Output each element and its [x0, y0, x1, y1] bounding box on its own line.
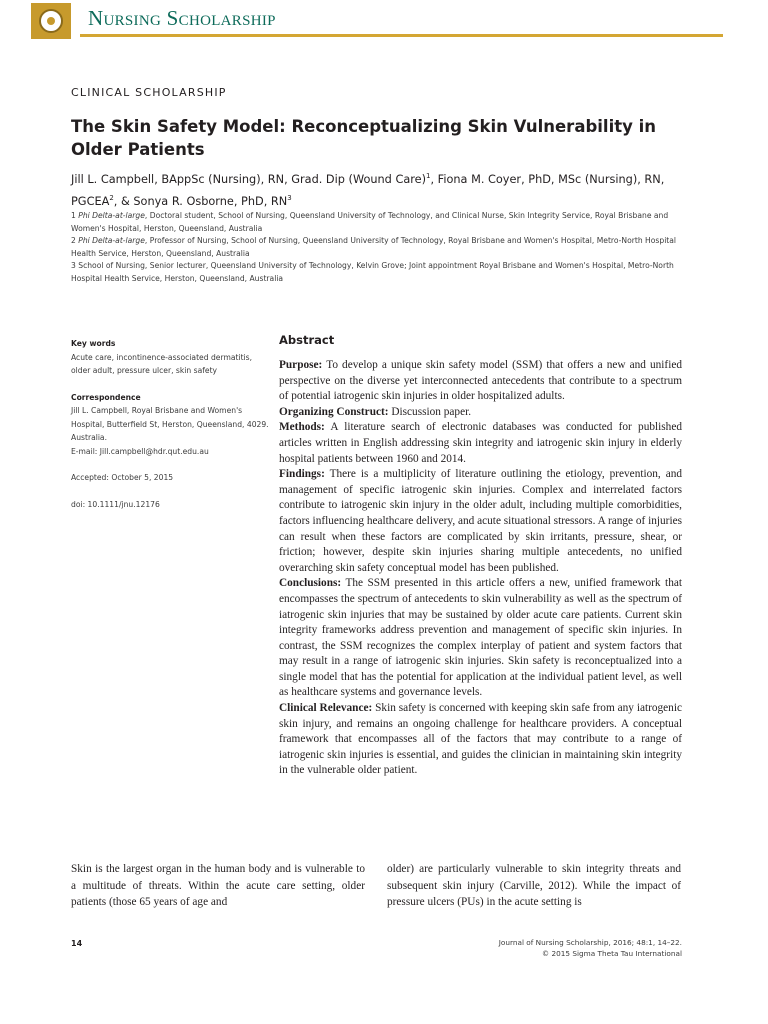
keywords-text: Acute care, incontinence-associated dermatitis, older adult, pressure ulcer, skin safety	[71, 352, 253, 375]
footer-citation-block	[499, 937, 682, 959]
body-column-left: Skin is the largest organ in the human body and is vulnerable to a multitude of threats. Within the acute care setting, older patients (those 65 years of age and	[71, 863, 365, 908]
abstract-body	[279, 358, 682, 779]
affiliation-text: , Doctoral student, School of Nursing, Queensland University of Technology, and Clinical Nurse, Skin Integrity Service, Royal Brisbane and Women's Hospital, Herston, Queensland, Australia	[71, 211, 669, 233]
purpose-label: Purpose:	[279, 359, 323, 371]
correspondence-address: Jill L. Campbell, Royal Brisbane and Women's Hospital, Butterfield St, Herston, Queensland, 4029. Australia.	[71, 406, 269, 442]
accepted-date: Accepted: October 5, 2015	[71, 473, 174, 482]
purpose-text: To develop a unique skin safety model (SSM) that offers a new and unified perspective on the diverse yet interconnected antecedents that contribute to a spectrum of potential iatrogenic skin injuries in older hospitalized adults.	[279, 359, 682, 403]
conclusions-text: The SSM presented in this article offers a new, unified framework that encompasses the spectrum of antecedents to skin vulnerability as well as the spectrum of iatrogenic skin injuries that may be sustained by older acute care patients. Current skin integrity frameworks address prevention and management of specific skin injuries. In contrast, the SSM recognizes the complex interplay of patient and system factors that may result in a range of iatrogenic skin injuries. Skin safety is reconceptualized into a single model that has the potential for application at the individual patient level, as well as healthcare systems and governance levels.	[279, 577, 682, 699]
methods-text: A literature search of electronic databases was conducted for published articles written in English addressing skin integrity and iatrogenic skin injury in elderly hospital patients between 1960 and 2014.	[279, 421, 682, 465]
author-1-affil: 1	[426, 172, 431, 180]
article-title: The Skin Safety Model: Reconceptualizing Skin Vulnerability in Older Patients	[71, 117, 657, 159]
article-sidebar	[71, 337, 271, 524]
relevance-label: Clinical Relevance:	[279, 702, 373, 715]
affiliation-1	[71, 210, 691, 235]
abstract-purpose	[279, 358, 682, 405]
abstract-methods	[279, 420, 682, 467]
section-label: CLINICAL SCHOLARSHIP	[71, 86, 227, 99]
affiliation-number: 3	[71, 261, 79, 270]
affiliation-role: Phi Delta-at-large	[78, 211, 145, 220]
author-2: , Fiona M. Coyer, PhD, MSc (Nursing), RN, PGCEA	[71, 172, 665, 208]
author-3-affil: 3	[287, 193, 292, 202]
affiliation-text: School of Nursing, Senior lecturer, Queensland University of Technology, Kelvin Grove; Joint appointment Royal Brisbane and Women's Hospital, Metro-North Hospital Health Service, Herston, Queensland, Australia	[71, 261, 674, 283]
abstract-heading: Abstract	[279, 333, 335, 347]
relevance-text: Skin safety is concerned with keeping skin safe from any iatrogenic skin injury, and remains an ongoing challenge for healthcare providers. A conceptual framework that encompasses all of the factors that may contribute to a range of iatrogenic skin injuries is essential, and guides the clinician in maintaining skin integrity in the vulnerable older patient.	[279, 702, 682, 777]
findings-text: There is a multiplicity of literature outlining the etiology, prevention, and management of specific iatrogenic skin injuries. Complex and interrelated factors contribute to iatrogenic skin injury in the older adult, including multiple comorbidities, factors influencing healthcare delivery, and acute situational stressors. A range of injuries can result when these factors are complicated by skin irritants, pressure, shear, or friction; however, despite skin injuries sharing multiple antecedents, no unified overarching skin safety conceptual model has been published.	[279, 468, 682, 574]
abstract-construct	[279, 405, 682, 421]
abstract-findings	[279, 467, 682, 576]
findings-label: Findings:	[279, 468, 325, 481]
author-2-affil: 2	[109, 193, 114, 202]
conclusions-label: Conclusions:	[279, 577, 342, 590]
affiliation-3	[71, 260, 691, 285]
footer-copyright: © 2015 Sigma Theta Tau International	[541, 949, 682, 958]
body-column-right: older) are particularly vulnerable to skin integrity threats and subsequent skin injury (Carville, 2012). While the impact of pressure ulcers (PUs) in the acute setting is	[387, 863, 681, 908]
abstract-conclusions	[279, 576, 682, 701]
methods-label: Methods:	[279, 421, 325, 434]
affiliation-number: 2	[71, 236, 79, 245]
journal-name: Nursing Scholarship	[88, 6, 276, 30]
page-number: 14	[71, 939, 83, 948]
correspondence-heading: Correspondence	[71, 392, 141, 402]
correspondence-email[interactable]: E-mail: Jill.campbell@hdr.qut.edu.au	[71, 446, 209, 456]
author-1: Jill L. Campbell, BAppSc (Nursing), RN, Grad. Dip (Wound Care)	[71, 172, 427, 186]
keywords-heading: Key words	[71, 339, 116, 348]
journal-seal-logo	[31, 3, 71, 39]
affiliation-2	[71, 235, 691, 260]
author-3: , & Sonya R. Osborne, PhD, RN	[113, 194, 288, 208]
footer-citation: Journal of Nursing Scholarship, 2016; 48:1, 14–22.	[498, 938, 682, 947]
header-rule	[80, 34, 723, 37]
correspondence-block	[71, 391, 271, 459]
seal-emblem-icon	[39, 9, 63, 33]
affiliations	[71, 210, 691, 285]
keywords-block	[71, 337, 271, 378]
author-list	[71, 167, 711, 211]
affiliation-role: Phi Delta-at-large	[78, 236, 145, 245]
doi-link[interactable]: doi: 10.1111/jnu.12176	[71, 499, 160, 509]
affiliation-number: 1	[71, 211, 79, 220]
construct-label: Organizing Construct:	[279, 405, 389, 418]
construct-text: Discussion paper.	[391, 405, 472, 418]
abstract-relevance	[279, 701, 682, 779]
affiliation-text: , Professor of Nursing, School of Nursing, Queensland University of Technology, Royal Brisbane and Women's Hospital, Metro-North Hospital Health Service, Herston, Queensland, Australia	[71, 236, 677, 258]
